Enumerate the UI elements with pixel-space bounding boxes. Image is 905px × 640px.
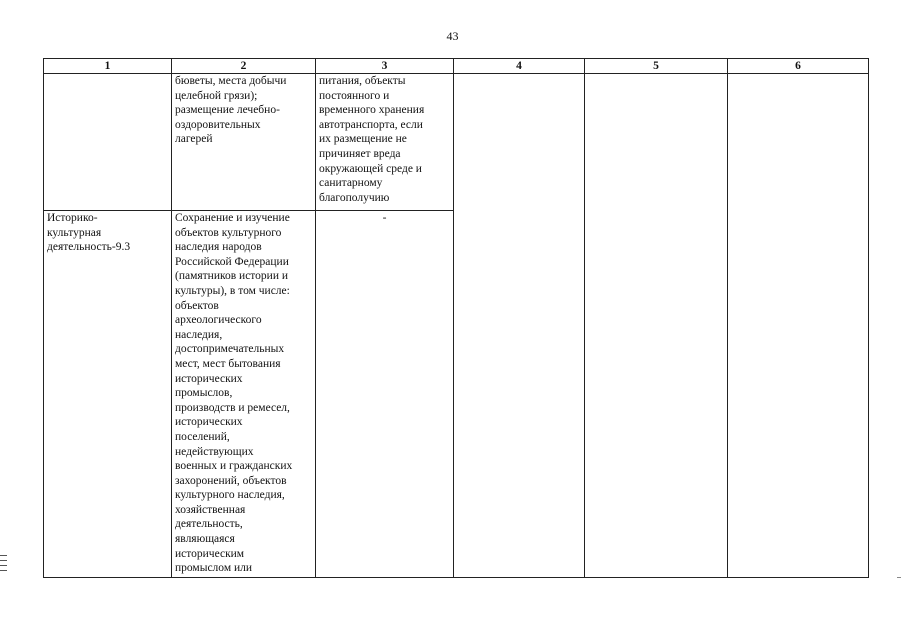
cell-line: санитарному (319, 177, 383, 190)
cell-line: недействующих (175, 445, 254, 458)
cell-line: Историко- (47, 212, 98, 224)
cell-line: производств и ремесел, (175, 401, 290, 414)
cell-c4 (454, 74, 585, 578)
cell-c6 (728, 74, 869, 578)
cell-line: поселений, (175, 430, 230, 443)
cell-line: бюветы, места добычи (175, 75, 287, 87)
cell-line: захоронений, объектов (175, 474, 287, 487)
cell-line: военных и гражданских (175, 460, 293, 473)
cell-line: наследия народов (175, 241, 262, 254)
cell-r2-c2 (172, 211, 316, 578)
column-header-5: 5 (585, 59, 728, 74)
cell-r2-c3: - (316, 211, 454, 578)
cell-line: автотранспорта, если (319, 118, 423, 131)
cell-line: наследия, (175, 328, 223, 341)
scan-edge-marks (0, 555, 8, 585)
cell-line: деятельность-9.3 (47, 241, 131, 254)
cell-line: мест, мест бытования (175, 357, 281, 370)
cell-line: Российской Федерации (175, 255, 289, 268)
cell-line: достопримечательных (175, 343, 285, 356)
cell-line: оздоровительных (175, 118, 261, 131)
table-row (44, 74, 869, 211)
cell-line: исторических (175, 416, 243, 429)
column-header-2: 2 (172, 59, 316, 74)
column-header-3: 3 (316, 59, 454, 74)
column-header-4: 4 (454, 59, 585, 74)
cell-line: объектов (175, 299, 219, 312)
cell-line: благополучию (319, 191, 390, 204)
cell-line: промыслов, (175, 387, 233, 400)
cell-line: являющаяся (175, 533, 235, 546)
cell-line: окружающей среде и (319, 162, 422, 175)
cell-line: размещение лечебно- (175, 104, 280, 117)
page-number: 43 (446, 29, 459, 43)
cell-line: культуры), в том числе: (175, 284, 290, 297)
table-header-row (44, 59, 869, 74)
column-header-6: 6 (728, 59, 869, 74)
cell-line: временного хранения (319, 104, 425, 117)
cell-line: культурная (47, 226, 102, 239)
cell-line: исторических (175, 372, 243, 385)
cell-r1-c1 (44, 74, 172, 211)
cell-line: питания, объекты (319, 75, 406, 87)
cell-line: объектов культурного (175, 226, 282, 239)
cell-line: археологического (175, 314, 262, 327)
cell-line: деятельность, (175, 518, 243, 531)
cell-line: историческим (175, 547, 245, 560)
cell-r1-c2 (172, 74, 316, 211)
cell-c5 (585, 74, 728, 578)
cell-line: Сохранение и изучение (175, 212, 290, 224)
cell-line: (памятников истории и (175, 270, 289, 283)
cell-r1-c3 (316, 74, 454, 211)
cell-line: постоянного и (319, 89, 390, 102)
cell-line: целебной грязи); (175, 89, 258, 102)
cell-line: хозяйственная (175, 503, 246, 516)
cell-line: лагерей (175, 133, 213, 146)
column-header-1: 1 (44, 59, 172, 74)
cell-line: культурного наследия, (175, 489, 285, 502)
cell-line: их размещение не (319, 133, 407, 146)
cell-line: причиняет вреда (319, 147, 401, 160)
scan-edge-mark (897, 577, 901, 578)
regulation-table (43, 58, 869, 578)
cell-r2-c1 (44, 211, 172, 578)
cell-line: промыслом или (175, 562, 253, 575)
